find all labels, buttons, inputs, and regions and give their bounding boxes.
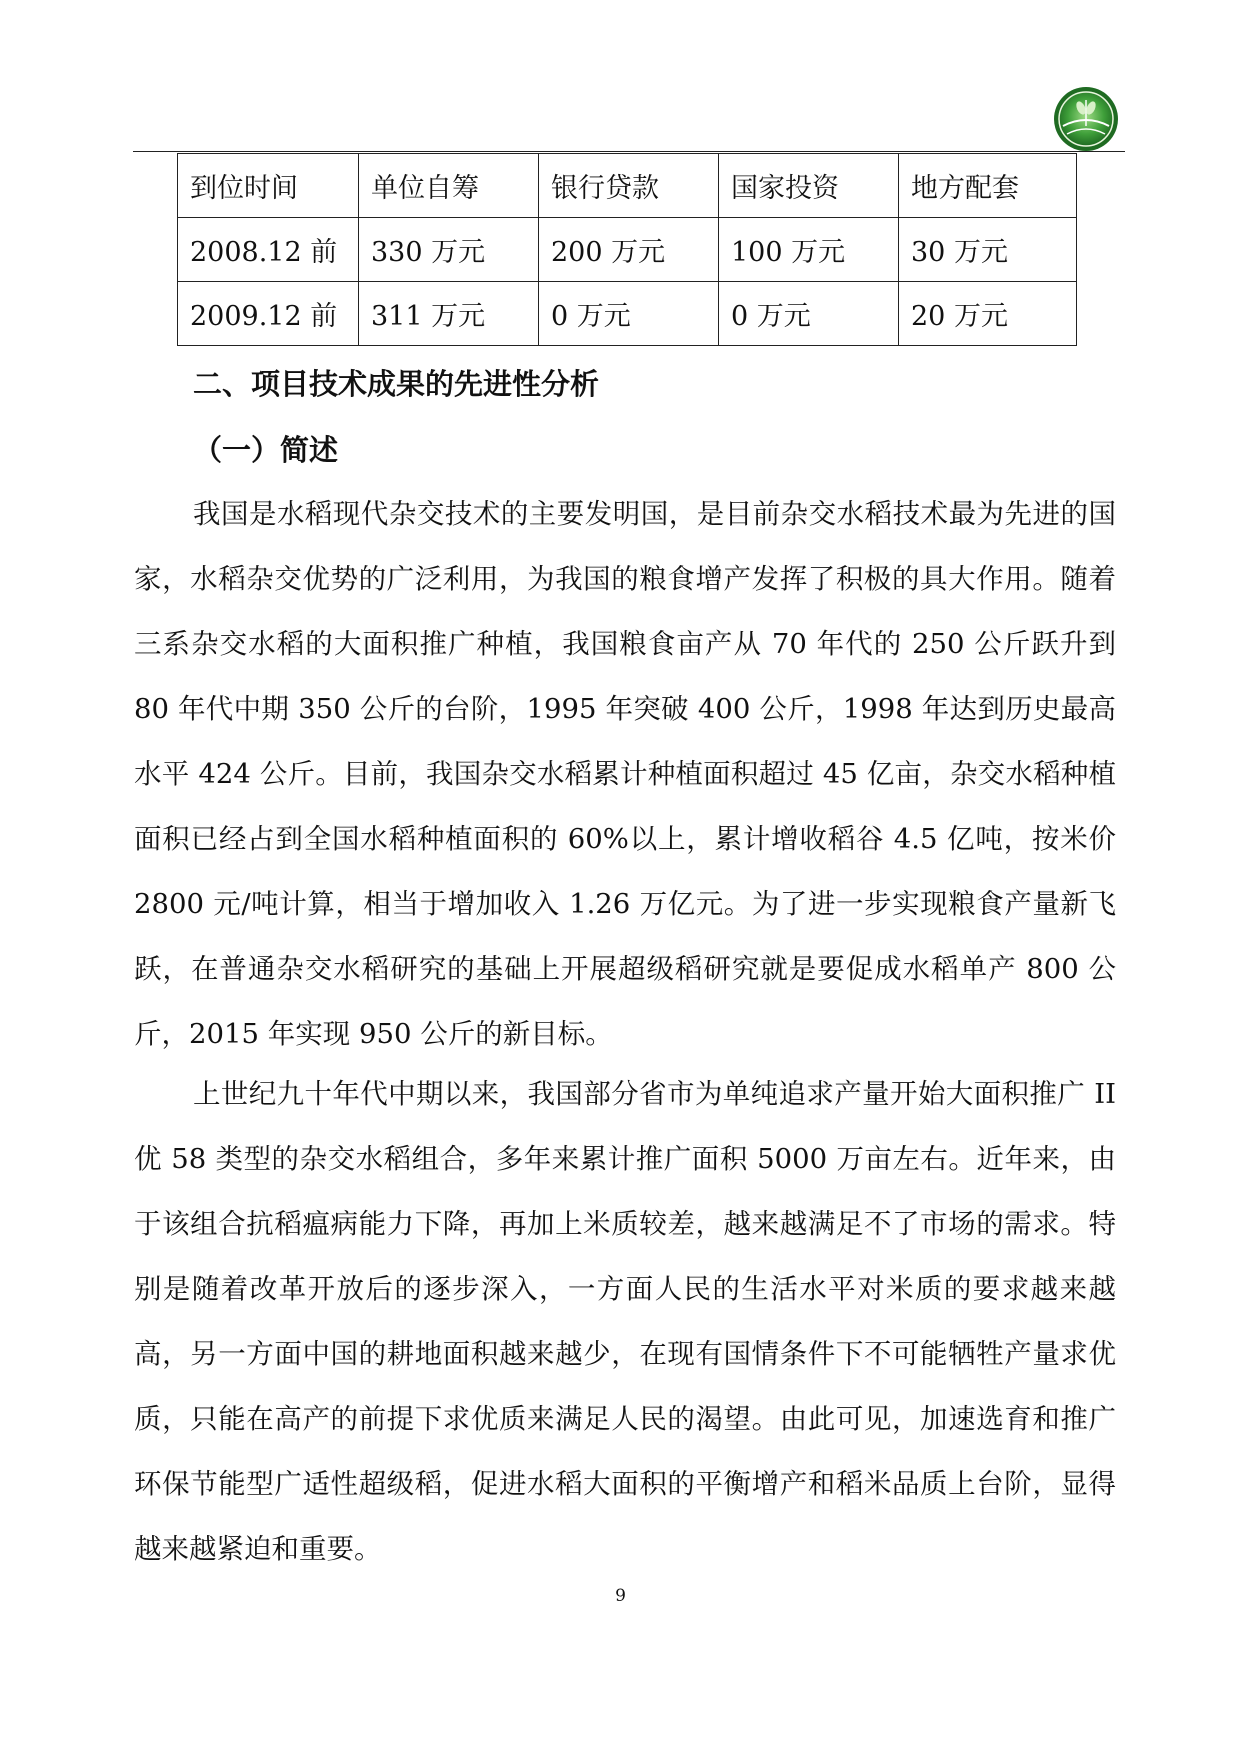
table-cell: 311 万元: [359, 282, 539, 346]
page-number: 9: [615, 1586, 626, 1606]
table-cell: 0 万元: [719, 282, 899, 346]
table-cell: 330 万元: [359, 218, 539, 282]
table-header-cell: 单位自筹: [359, 154, 539, 218]
table-header-row: [178, 154, 1077, 218]
table-cell: 200 万元: [539, 218, 719, 282]
table-cell: 0 万元: [539, 282, 719, 346]
header-rule: [133, 151, 1125, 152]
table-cell: 2009.12 前: [178, 282, 359, 346]
page-header: [0, 0, 1241, 155]
table-header-cell: 国家投资: [719, 154, 899, 218]
table-cell: 100 万元: [719, 218, 899, 282]
table-row: [178, 218, 1077, 282]
table-header-cell: 银行贷款: [539, 154, 719, 218]
table-cell: 30 万元: [899, 218, 1077, 282]
organization-logo-icon: [1053, 86, 1119, 152]
table-row: [178, 282, 1077, 346]
table-cell: 2008.12 前: [178, 218, 359, 282]
funding-table: [177, 153, 1077, 346]
table-cell: 20 万元: [899, 282, 1077, 346]
table-header-cell: 地方配套: [899, 154, 1077, 218]
table-header-cell: 到位时间: [178, 154, 359, 218]
section-heading: 二、项目技术成果的先进性分析: [193, 367, 600, 401]
body-paragraph: 上世纪九十年代中期以来，我国部分省市为单纯追求产量开始大面积推广 II 优 58 类型的杂交水稻组合，多年来累计推广面积 5000 万亩左右。近年来，由于该组合抗稻瘟病能力下降，再加上米质较差，越来越满足不了市场的需求。特别是随着改革开放后的逐步深入，一方面人民的生活水平对米质的要求越来越高，另一方面中国的耕地面积越来越少，在现有国情条件下不可能牺牲产量求优质，只能在高产的前提下求优质来满足人民的渴望。由此可见，加速选育和推广环保节能型广适性超级稻，促进水稻大面积的平衡增产和稻米品质上台阶，显得越来越紧迫和重要。: [134, 1078, 1116, 1565]
sub-heading: （一）简述: [193, 433, 339, 467]
body-paragraph: 我国是水稻现代杂交技术的主要发明国，是目前杂交水稻技术最为先进的国家，水稻杂交优势的广泛利用，为我国的粮食增产发挥了积极的具大作用。随着三系杂交水稻的大面积推广种植，我国粮食亩产从 70 年代的 250 公斤跃升到 80 年代中期 350 公斤的台阶，1995 年突破 400 公斤，1998 年达到历史最高水平 424 公斤。目前，我国杂交水稻累计种植面积超过 45 亿亩，杂交水稻种植面积已经占到全国水稻种植面积的 60%以上，累计增收稻谷 4.5 亿吨，按米价 2800 元/吨计算，相当于增加收入 1.26 万亿元。为了进一步实现粮食产量新飞跃，在普通杂交水稻研究的基础上开展超级稻研究就是要促成水稻单产 800 公斤，2015 年实现 950 公斤的新目标。: [134, 498, 1116, 1050]
